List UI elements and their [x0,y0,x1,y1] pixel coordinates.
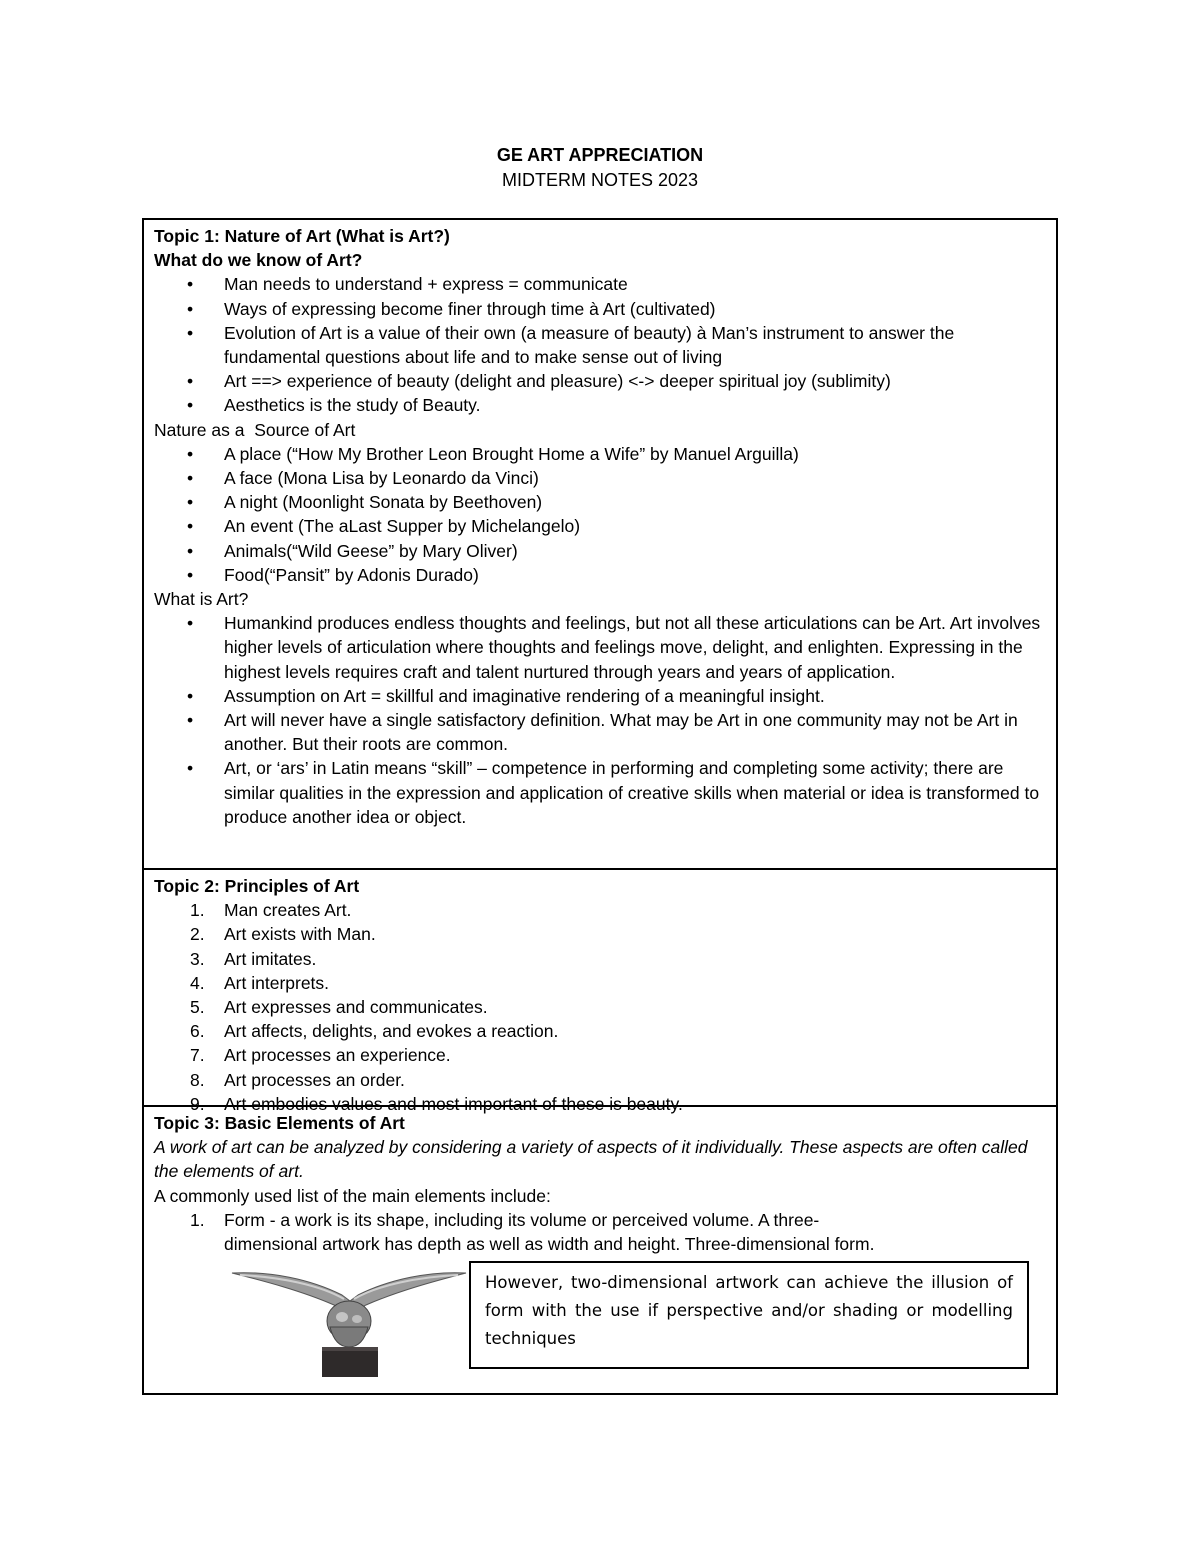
list-item: • An event (The aLast Supper by Michelangelo) [154,514,1046,538]
item-text: Art imitates. [224,948,317,969]
list-item: • Art ==> experience of beauty (delight and pleasure) <-> deeper spiritual joy (sublimity) [154,369,1046,393]
item-number: 9. [190,1093,205,1114]
list-item [154,995,1046,1019]
know-list [154,272,1046,417]
item-number: 8. [190,1069,205,1090]
item-number: 2. [190,924,205,945]
document-title: GE ART APPRECIATION [496,145,704,165]
item-text: Art interprets. [224,972,330,993]
principles-list [154,898,1046,1116]
list-item [154,1043,1046,1067]
list-item: • Assumption on Art = skillful and imaginative rendering of a meaningful insight. [154,684,1046,708]
list-item: • Man needs to understand + express = communicate [154,272,1046,296]
item-text: Art processes an experience. [224,1045,451,1066]
list-item [154,1208,1046,1256]
item-text: Form - a work is its shape, including its volume or perceived volume. A three-dimensional artwork has depth as well as width and height. Three-dimensional form. [224,1209,875,1255]
elements-list [154,1208,1046,1256]
what-list [154,611,1046,829]
topic-2-heading: Topic 2: Principles of Art [154,876,360,896]
nature-heading: Nature as a Source of Art [154,419,356,440]
topic-1-subheading: What do we know of Art? [154,250,363,271]
list-item [154,898,1046,922]
list-item [154,1019,1046,1043]
item-text: Art embodies values and most important of these is beauty. [224,1093,683,1114]
document-header [0,143,1200,193]
list-item [154,971,1046,995]
item-number: 1. [190,900,205,921]
topic-1-cell [144,220,1056,868]
item-number: 7. [190,1045,205,1066]
list-item: • Aesthetics is the study of Beauty. [154,393,1046,417]
notes-table [142,218,1058,1395]
item-text: Art exists with Man. [224,924,376,945]
document-subtitle: MIDTERM NOTES 2023 [501,170,699,190]
elements-list-intro: A commonly used list of the main elements include: [154,1185,551,1206]
nature-list [154,442,1046,587]
item-number: 5. [190,997,205,1018]
list-item: • Food(“Pansit” by Adonis Durado) [154,563,1046,587]
list-item: • Evolution of Art is a value of their own (a measure of beauty) à Man’s instrument to answer the fundamental questions about life and to make sense out of living [154,321,1046,369]
item-number: 3. [190,948,205,969]
list-item [154,1068,1046,1092]
topic-2-cell [144,868,1056,1114]
item-text: Art affects, delights, and evokes a reaction. [224,1021,559,1042]
list-item: • A place (“How My Brother Leon Brought Home a Wife” by Manuel Arguilla) [154,442,1046,466]
list-item: • A face (Mona Lisa by Leonardo da Vinci) [154,466,1046,490]
list-item: • Ways of expressing become finer through time à Art (cultivated) [154,297,1046,321]
item-number: 4. [190,972,205,993]
list-item: • Animals(“Wild Geese” by Mary Oliver) [154,539,1046,563]
list-item: • Art, or ‘ars’ in Latin means “skill” – competence in performing and completing some activity; there are similar qualities in the expression and application of creative skills when material or idea is transformed to produce another idea or object. [154,756,1046,829]
list-item [154,922,1046,946]
item-number: 1. [190,1209,205,1230]
what-heading: What is Art? [154,589,249,610]
item-text: Man creates Art. [224,900,352,921]
list-item: • A night (Moonlight Sonata by Beethoven) [154,490,1046,514]
list-item [154,947,1046,971]
list-item: • Humankind produces endless thoughts and feelings, but not all these articulations can be Art. Art involves higher levels of articulation where thoughts and feelings move, delight, and enlighten. Expressing in the highest levels requires craft and talent nurtured through years and years of application. [154,611,1046,684]
topic-1-heading: Topic 1: Nature of Art (What is Art?) [154,226,450,246]
list-item: • Art will never have a single satisfactory definition. What may be Art in one community may not be Art in another. But their roots are common. [154,708,1046,756]
form-note-textbox: However, two-dimensional artwork can achieve the illusion of form with the use if perspective and/or shading or modelling techniques [469,1261,1029,1369]
item-text: Art expresses and communicates. [224,997,488,1018]
topic-3-intro: A work of art can be analyzed by considering a variety of aspects of it individually. These aspects are often called the elements of art. [154,1137,1028,1182]
topic-3-heading: Topic 3: Basic Elements of Art [154,1113,405,1133]
item-number: 6. [190,1021,205,1042]
sculpture-image [230,1261,468,1379]
item-text: Art processes an order. [224,1069,405,1090]
topic-3-cell [144,1105,1056,1393]
